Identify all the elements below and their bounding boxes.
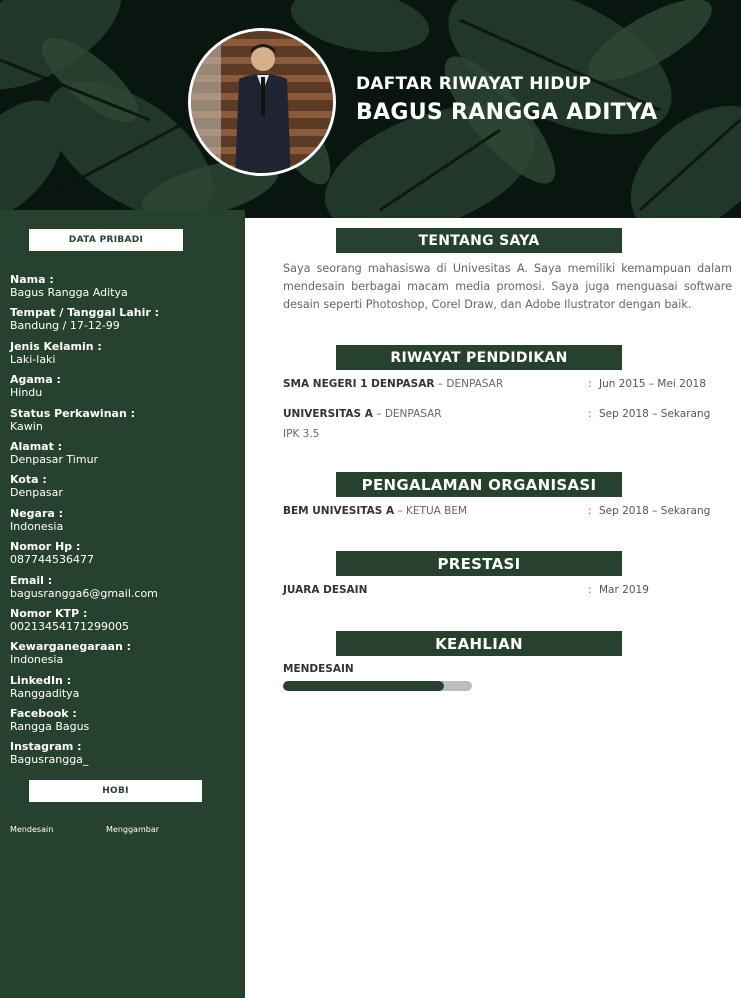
info-item-marital bbox=[10, 407, 240, 440]
info-label: Kewarganegaraan : bbox=[10, 640, 132, 654]
info-value: Kawin bbox=[10, 419, 43, 433]
organization-row bbox=[283, 505, 733, 521]
info-item-instagram bbox=[10, 740, 240, 773]
info-item-citizenship bbox=[10, 640, 240, 673]
info-value: 00213454171299005 bbox=[10, 619, 129, 633]
info-label: Tempat / Tanggal Lahir : bbox=[10, 306, 159, 320]
school-name: SMA NEGERI 1 DENPASAR bbox=[283, 378, 435, 390]
info-value: 087744536477 bbox=[10, 553, 94, 567]
organization-name: BEM UNIVESITAS A bbox=[283, 505, 395, 517]
document-subtitle: DAFTAR RIWAYAT HIDUP bbox=[356, 74, 592, 94]
person-name-heading: BAGUS RANGGA ADITYA bbox=[356, 100, 658, 125]
info-label: Nomor KTP : bbox=[10, 606, 88, 620]
info-value: Indonesia bbox=[10, 653, 64, 667]
info-value: Bagusrangga_ bbox=[10, 753, 89, 767]
separator-colon: : bbox=[588, 584, 592, 596]
personal-data-heading: DATA PRIBADI bbox=[29, 229, 183, 251]
about-text: Saya seorang mahasiswa di Univesitas A. Saya memiliki kemampuan dalam mendesain berbagai macam media promosi. Saya juga menguasai software desain seperti Photoshop, Corel Draw, dan Adobe Ilustrator dengan baik. bbox=[283, 262, 732, 311]
info-value: bagusrangga6@gmail.com bbox=[10, 586, 158, 600]
skill-level-fill bbox=[283, 681, 444, 691]
separator-colon: : bbox=[588, 378, 592, 390]
about-heading: TENTANG SAYA bbox=[336, 228, 622, 253]
achievement-row bbox=[283, 584, 733, 600]
info-label: LinkedIn : bbox=[10, 673, 72, 687]
info-item-country bbox=[10, 507, 240, 540]
info-item-facebook bbox=[10, 707, 240, 740]
info-label: Negara : bbox=[10, 506, 64, 520]
education-row bbox=[283, 408, 733, 424]
info-value: Bandung / 17-12-99 bbox=[10, 319, 120, 333]
info-label: Status Perkawinan : bbox=[10, 406, 136, 420]
skills-heading: KEAHLIAN bbox=[336, 631, 622, 656]
info-value: Indonesia bbox=[10, 519, 64, 533]
achievement-name: JUARA DESAIN bbox=[283, 584, 368, 596]
info-item-gender bbox=[10, 340, 240, 373]
profile-photo bbox=[188, 28, 336, 176]
organization-period: Sep 2018 – Sekarang bbox=[599, 505, 711, 517]
achievement-date: Mar 2019 bbox=[599, 584, 649, 596]
school-place: – DENPASAR bbox=[434, 378, 504, 390]
info-item-email bbox=[10, 574, 240, 607]
skill-level-bar bbox=[283, 681, 472, 691]
info-item-ttl bbox=[10, 306, 240, 339]
info-item-religion bbox=[10, 373, 240, 406]
header-banner bbox=[0, 0, 741, 218]
info-value: Rangga Bagus bbox=[10, 720, 90, 734]
school-place: – DENPASAR bbox=[372, 408, 442, 420]
info-label: Instagram : bbox=[10, 740, 82, 754]
hobby-heading: HOBI bbox=[29, 780, 202, 802]
info-item-address bbox=[10, 440, 240, 473]
organization-heading: PENGALAMAN ORGANISASI bbox=[336, 472, 622, 497]
education-heading: RIWAYAT PENDIDIKAN bbox=[336, 345, 622, 370]
skill-name: MENDESAIN bbox=[283, 663, 354, 675]
separator-colon: : bbox=[588, 505, 592, 517]
info-item-city bbox=[10, 473, 240, 506]
achievement-heading: PRESTASI bbox=[336, 551, 622, 576]
info-label: Nama : bbox=[10, 273, 54, 286]
info-label: Facebook : bbox=[10, 707, 77, 721]
hobby-item: Menggambar bbox=[106, 825, 160, 834]
info-item-nama bbox=[10, 273, 240, 306]
info-value: Hindu bbox=[10, 386, 43, 400]
organization-role: – KETUA BEM bbox=[394, 505, 468, 517]
info-label: Kota : bbox=[10, 473, 47, 487]
info-item-phone bbox=[10, 540, 240, 573]
gpa-note: IPK 3.5 bbox=[283, 428, 320, 440]
info-label: Nomor Hp : bbox=[10, 540, 81, 554]
info-label: Agama : bbox=[10, 373, 61, 387]
info-value: Ranggaditya bbox=[10, 686, 80, 700]
info-value: Denpasar Timur bbox=[10, 452, 99, 466]
info-value: Laki-laki bbox=[10, 352, 56, 366]
education-period: Sep 2018 – Sekarang bbox=[599, 408, 711, 420]
info-item-linkedin bbox=[10, 674, 240, 707]
info-value: Denpasar bbox=[10, 486, 63, 500]
personal-data-list bbox=[10, 273, 240, 774]
sidebar bbox=[0, 210, 245, 998]
info-item-ktp bbox=[10, 607, 240, 640]
school-name: UNIVERSITAS A bbox=[283, 408, 373, 420]
separator-colon: : bbox=[588, 408, 592, 420]
info-label: Email : bbox=[10, 573, 53, 587]
info-value: Bagus Rangga Aditya bbox=[10, 286, 128, 299]
hobby-item: Mendesain bbox=[10, 825, 54, 834]
info-label: Alamat : bbox=[10, 439, 63, 453]
info-label: Jenis Kelamin : bbox=[10, 339, 102, 353]
education-row bbox=[283, 378, 733, 394]
education-period: Jun 2015 – Mei 2018 bbox=[599, 378, 706, 390]
